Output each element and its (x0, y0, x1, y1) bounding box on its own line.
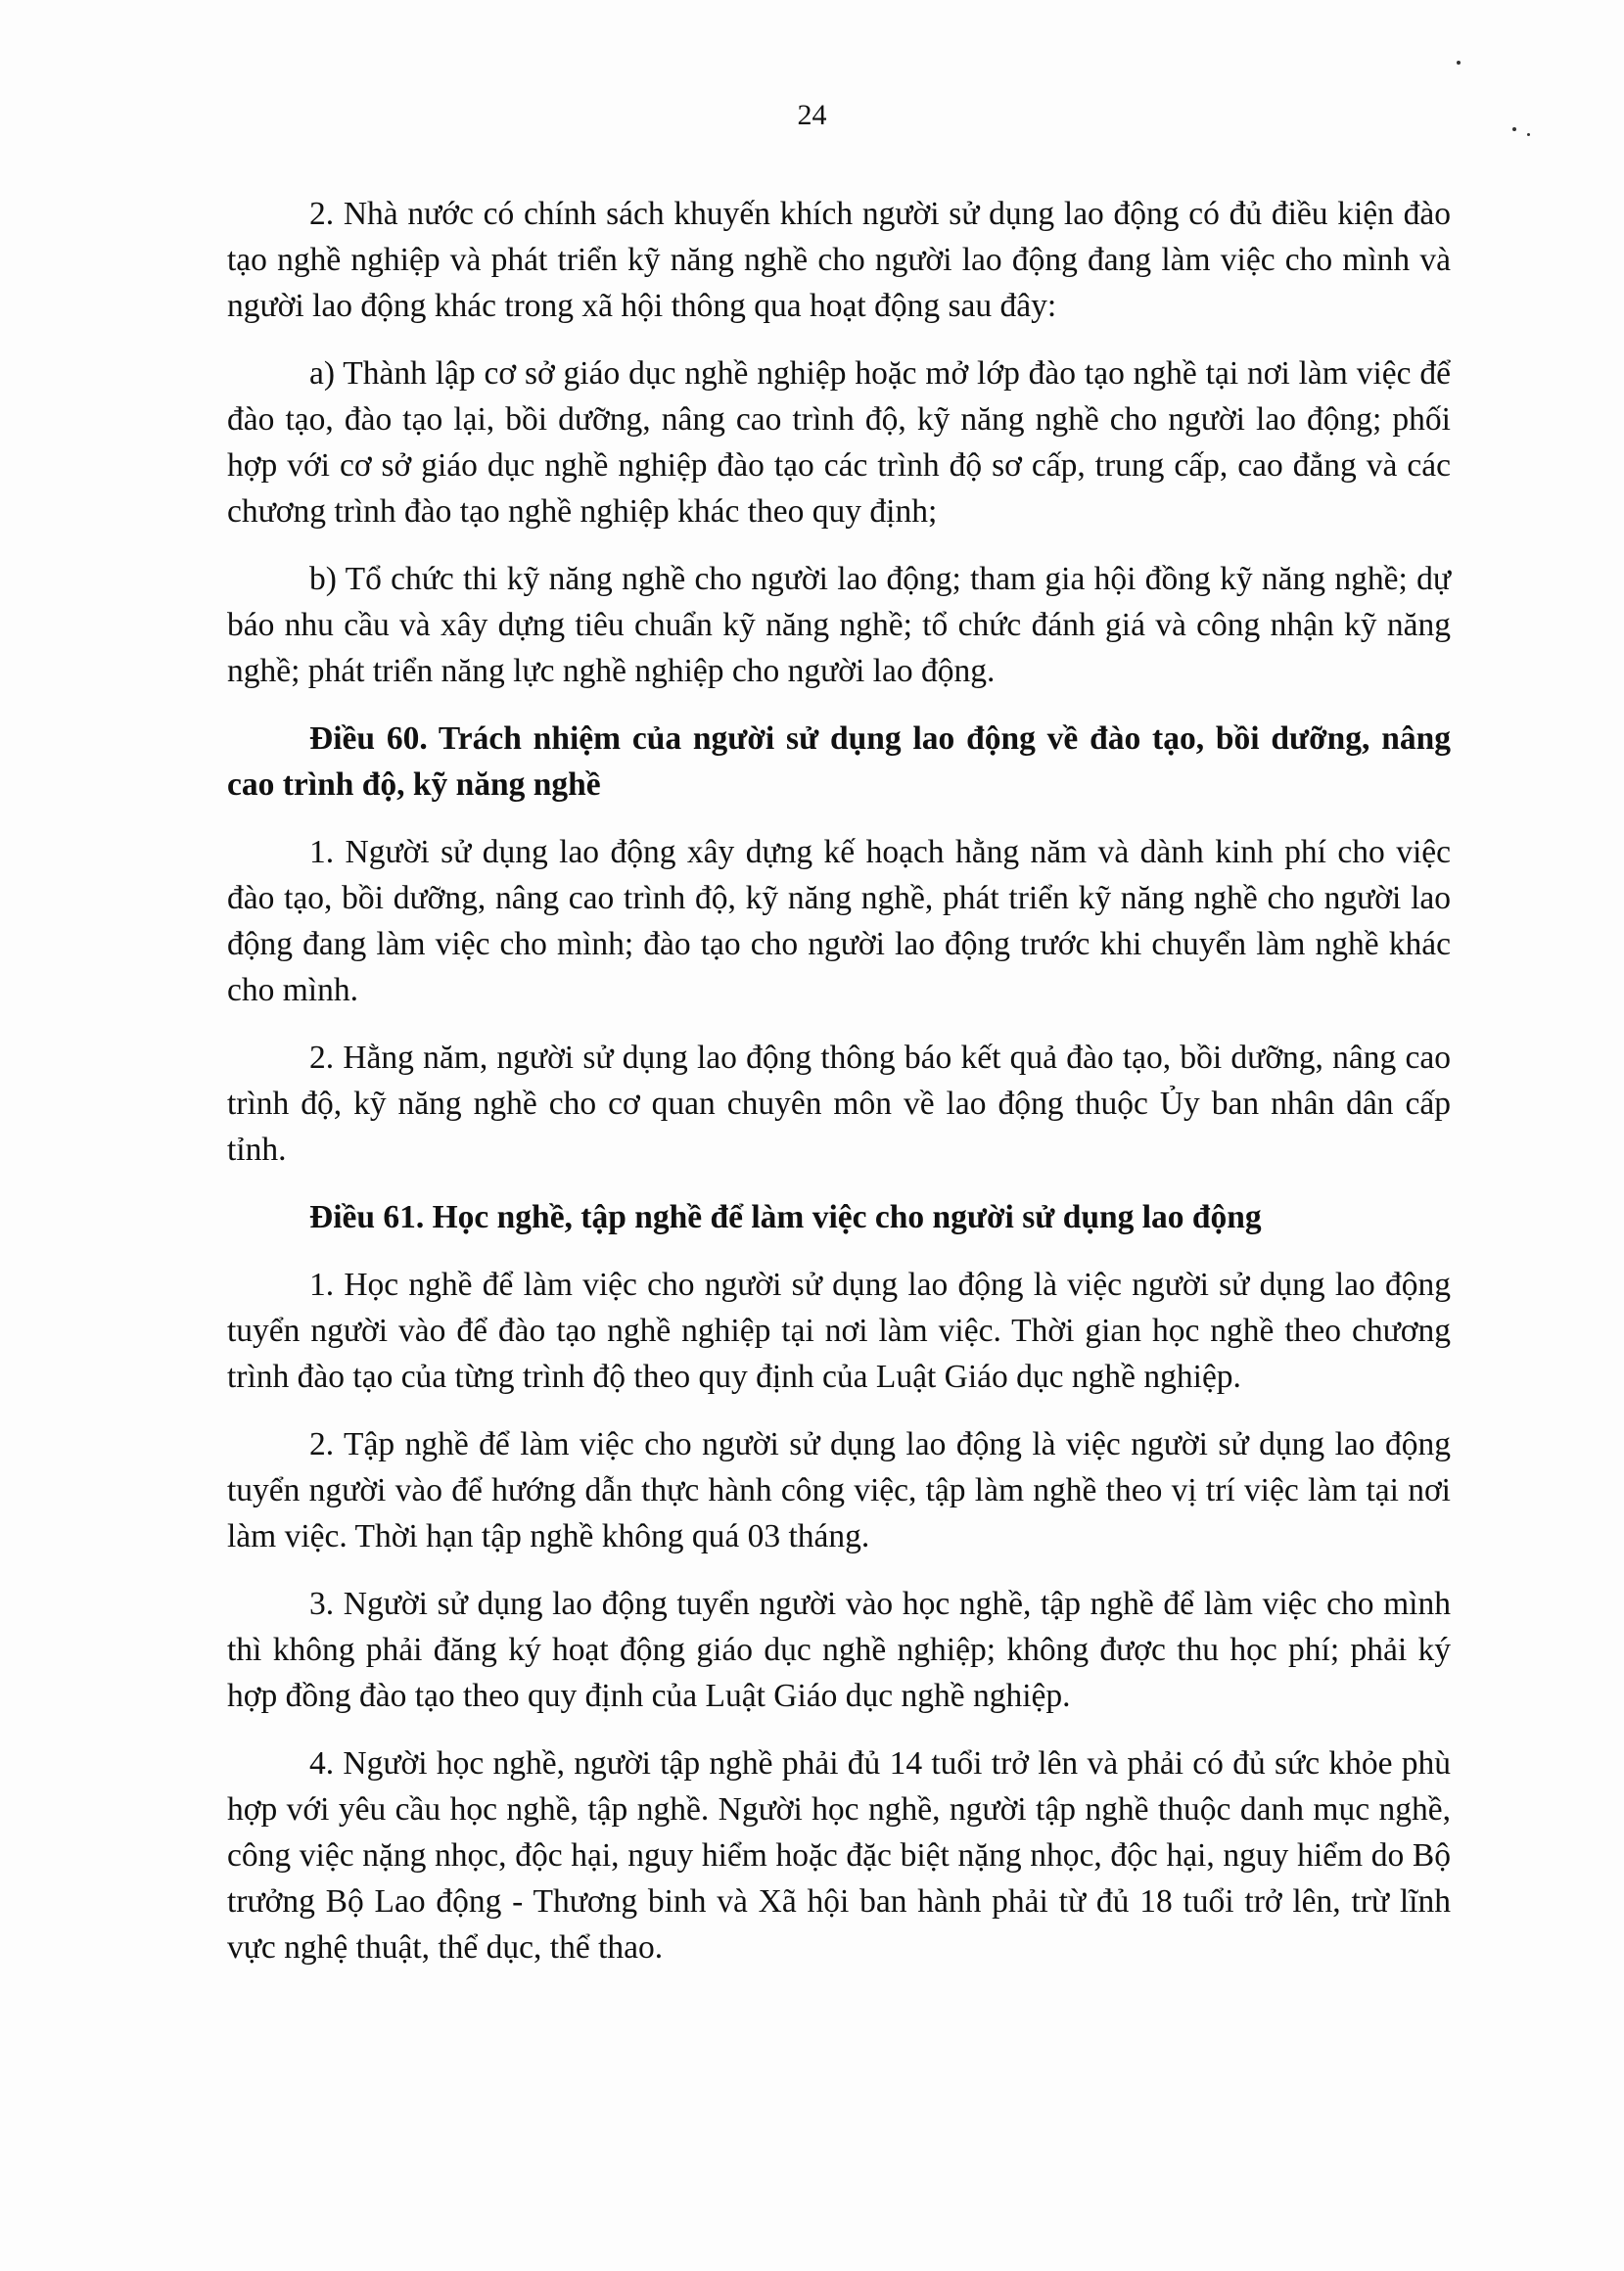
scan-speck (1457, 61, 1461, 65)
scan-speck (1527, 133, 1530, 136)
paragraph-clause-2: 2. Nhà nước có chính sách khuyến khích người sử dụng lao động có đủ điều kiện đào tạo nghề nghiệp và phát triển kỹ năng nghề cho người lao động đang làm việc cho mình và người lao động khác trong xã hội thông qua hoạt động sau đây: (227, 196, 1451, 324)
article-61-heading: Điều 61. Học nghề, tập nghề để làm việc cho người sử dụng lao động (309, 1199, 1262, 1235)
document-body (227, 191, 1451, 1992)
page-number: 24 (797, 99, 827, 131)
article-60-heading: Điều 60. Trách nhiệm của người sử dụng lao động về đào tạo, bồi dưỡng, nâng cao trình độ, kỹ năng nghề (227, 720, 1451, 803)
article-60-clause-1: 1. Người sử dụng lao động xây dựng kế hoạch hằng năm và dành kinh phí cho việc đào tạo, bồi dưỡng, nâng cao trình độ, kỹ năng nghề, phát triển kỹ năng nghề cho người lao động đang làm việc cho mình; đào tạo cho người lao động trước khi chuyển làm nghề khác cho mình. (227, 834, 1451, 1008)
paragraph-point-b: b) Tổ chức thi kỹ năng nghề cho người lao động; tham gia hội đồng kỹ năng nghề; dự báo nhu cầu và xây dựng tiêu chuẩn kỹ năng nghề; tổ chức đánh giá và công nhận kỹ năng nghề; phát triển năng lực nghề nghiệp cho người lao động. (227, 561, 1451, 689)
article-61-clause-4: 4. Người học nghề, người tập nghề phải đủ 14 tuổi trở lên và phải có đủ sức khỏe phù hợp với yêu cầu học nghề, tập nghề. Người học nghề, người tập nghề thuộc danh mục nghề, công việc nặng nhọc, độc hại, nguy hiểm hoặc đặc biệt nặng nhọc, độc hại, nguy hiểm do Bộ trưởng Bộ Lao động - Thương binh và Xã hội ban hành phải từ đủ 18 tuổi trở lên, trừ lĩnh vực nghệ thuật, thể dục, thể thao. (227, 1745, 1451, 1966)
article-61-clause-2: 2. Tập nghề để làm việc cho người sử dụng lao động là việc người sử dụng lao động tuyển người vào để hướng dẫn thực hành công việc, tập làm nghề theo vị trí việc làm tại nơi làm việc. Thời hạn tập nghề không quá 03 tháng. (227, 1426, 1451, 1554)
article-60-clause-2: 2. Hằng năm, người sử dụng lao động thông báo kết quả đào tạo, bồi dưỡng, nâng cao trình độ, kỹ năng nghề cho cơ quan chuyên môn về lao động thuộc Ủy ban nhân dân cấp tỉnh. (227, 1040, 1451, 1168)
paragraph-point-a: a) Thành lập cơ sở giáo dục nghề nghiệp hoặc mở lớp đào tạo nghề tại nơi làm việc để đào tạo, đào tạo lại, bồi dưỡng, nâng cao trình độ, kỹ năng nghề cho người lao động; phối hợp với cơ sở giáo dục nghề nghiệp đào tạo các trình độ sơ cấp, trung cấp, cao đẳng và các chương trình đào tạo nghề nghiệp khác theo quy định; (227, 355, 1451, 530)
article-61-clause-3: 3. Người sử dụng lao động tuyển người vào học nghề, tập nghề để làm việc cho mình thì không phải đăng ký hoạt động giáo dục nghề nghiệp; không được thu học phí; phải ký hợp đồng đào tạo theo quy định của Luật Giáo dục nghề nghiệp. (227, 1586, 1451, 1714)
article-61-clause-1: 1. Học nghề để làm việc cho người sử dụng lao động là việc người sử dụng lao động tuyển người vào để đào tạo nghề nghiệp tại nơi làm việc. Thời gian học nghề theo chương trình đào tạo của từng trình độ theo quy định của Luật Giáo dục nghề nghiệp. (227, 1267, 1451, 1395)
